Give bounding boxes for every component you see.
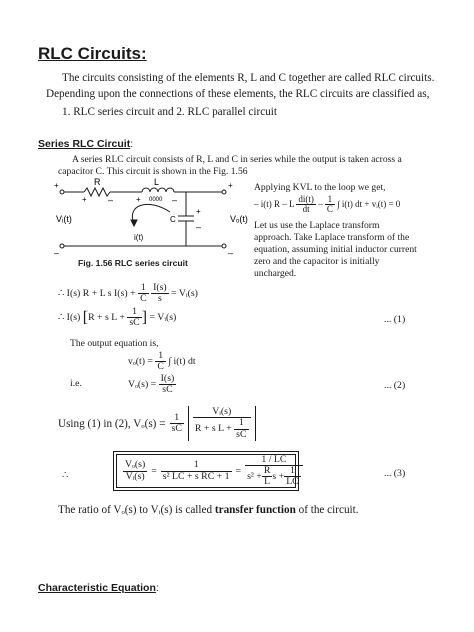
laplace-line-5: uncharged. bbox=[254, 268, 297, 279]
label-l: L bbox=[154, 177, 160, 187]
kvl-equation bbox=[254, 195, 400, 215]
eq2-inner: R + s L + bbox=[88, 312, 125, 324]
equation-2 bbox=[128, 374, 176, 396]
transfer-post: of the circuit. bbox=[298, 504, 359, 516]
therefore-symbol: ∴ bbox=[62, 470, 69, 481]
eq4-frac: $\frac{I(s)}{sC}$ bbox=[160, 373, 175, 396]
label-plus-r: + bbox=[82, 195, 87, 204]
label-minus-r: – bbox=[108, 195, 114, 205]
resistor-symbol bbox=[84, 188, 110, 196]
eq2-pre: ∴ I(s) bbox=[58, 312, 81, 324]
label-minus-right: – bbox=[228, 248, 234, 258]
eq6-mid-frac: $\frac{1}{\text{s² LC + s RC + 1}}$ bbox=[162, 459, 230, 482]
label-current: i(t) bbox=[134, 233, 144, 242]
eq2-frac: $\frac{1}{sC}$ bbox=[129, 306, 140, 329]
equation-laplace-kvl bbox=[58, 283, 198, 305]
eq5-pre: Using (1) in (2), Vₒ(s) = bbox=[58, 418, 166, 431]
eq1-post: = Vᵢ(s) bbox=[171, 288, 198, 300]
section-heading-series-text: Series RLC Circuit bbox=[38, 138, 131, 150]
equation-substitution bbox=[58, 406, 256, 441]
laplace-line-4: zero and the capacitor is initially bbox=[254, 256, 380, 267]
eq1-frac-s: $\frac{I(s)}{s}$ bbox=[153, 282, 167, 305]
label-plus-left: + bbox=[54, 181, 59, 190]
label-vo: Vₒ(t) bbox=[230, 214, 248, 224]
inductor-symbol bbox=[142, 188, 174, 192]
eq3-lhs: vₒ(t) = bbox=[128, 356, 153, 368]
eq6-rhs-frac: 1 / LC s² + $\frac{R}{L}$ s + $\frac{1}{LC}$ bbox=[245, 455, 303, 488]
transfer-pre: The ratio of Vₒ(s) to Vᵢ(s) is called bbox=[58, 504, 213, 516]
eq3-rhs: ∫ i(t) dt bbox=[168, 356, 196, 368]
kvl-intro: Applying KVL to the loop we get, bbox=[254, 182, 386, 193]
eq5-bracket bbox=[188, 406, 256, 441]
eq6-equals-1: = bbox=[151, 465, 157, 477]
transfer-bold: transfer function bbox=[214, 504, 296, 516]
label-r: R bbox=[94, 177, 101, 187]
intro-line-1: The circuits consisting of the elements R, L and C together are called RLC circuits. bbox=[62, 72, 435, 84]
kvl-eq-part-c: ∫ i(t) dt + vᵢ(t) = 0 bbox=[337, 199, 401, 209]
page-title: RLC Circuits: bbox=[38, 44, 147, 63]
eq5-big-frac: Vᵢ(s) R + s L + $\frac{1}{sC}$ bbox=[193, 407, 251, 440]
label-minus-left: – bbox=[54, 248, 60, 258]
output-equation-label: The output equation is, bbox=[70, 338, 159, 349]
equation-number-2: ... (2) bbox=[384, 380, 406, 391]
section-heading-characteristic-text: Characteristic Equation bbox=[38, 582, 156, 594]
label-c: C bbox=[170, 215, 176, 224]
eq1-pre: ∴ I(s) R + L s I(s) + bbox=[58, 288, 136, 300]
series-para-line-1: A series RLC circuit consists of R, L and C in series while the output is taken across a bbox=[72, 154, 402, 165]
section-heading-characteristic bbox=[38, 578, 159, 596]
eq2-post: = Vᵢ(s) bbox=[149, 312, 177, 324]
kvl-eq-part-b: – bbox=[318, 199, 323, 209]
series-para-line-2: capacitor C. This circuit is shown in the Fig. 1.56 bbox=[58, 166, 248, 177]
equation-ie-label: i.e. bbox=[70, 378, 82, 389]
equation-1: ∴ I(s) [R + s L + $\frac{1}{sC}$ ] = Vᵢ(s) bbox=[58, 306, 177, 329]
eq3-frac: $\frac{1}{C}$ bbox=[157, 350, 164, 373]
equation-number-3: ... (3) bbox=[384, 468, 406, 479]
label-minus-l: – bbox=[172, 195, 178, 205]
label-plus-l: + bbox=[136, 195, 141, 204]
label-plus-c: + bbox=[196, 207, 201, 216]
section-heading-series bbox=[38, 134, 133, 152]
eq4-lhs: Vₒ(s) = bbox=[128, 379, 157, 391]
figure-caption: Fig. 1.56 RLC series circuit bbox=[78, 258, 188, 268]
intro-line-2: Depending upon the connections of these elements, the RLC circuits are classified as, bbox=[46, 88, 430, 100]
rlc-circuit-diagram bbox=[54, 176, 254, 260]
laplace-paragraph bbox=[254, 220, 432, 280]
equation-output-time bbox=[128, 351, 196, 373]
laplace-line-1: Let us use the Laplace transform bbox=[254, 220, 380, 231]
label-coil: 0000 bbox=[149, 197, 163, 203]
label-plus-right: + bbox=[228, 181, 233, 190]
kvl-eq-part-a: – i(t) R – L bbox=[254, 199, 295, 209]
kvl-eq-frac-di: $\frac{di(t)}{dt}$ bbox=[298, 194, 314, 215]
laplace-line-3: equation, assuming initial inductor current bbox=[254, 244, 417, 255]
eq6-lhs-frac: $\frac{\text{Vₒ(s)}}{\text{Vᵢ(s)}}$ bbox=[125, 459, 146, 482]
section-heading-characteristic-colon: : bbox=[155, 582, 159, 594]
eq1-frac-c: $\frac{1}{C}$ bbox=[140, 282, 147, 305]
current-loop-arc bbox=[132, 204, 170, 224]
label-vi: Vᵢ(t) bbox=[56, 214, 72, 224]
transfer-function-sentence bbox=[58, 504, 359, 516]
intro-line-3: 1. RLC series circuit and 2. RLC parallel circuit bbox=[62, 106, 277, 118]
label-minus-c: – bbox=[196, 222, 202, 232]
eq6-equals-2: = bbox=[235, 465, 242, 477]
kvl-eq-frac-c: $\frac{1}{C}$ bbox=[326, 194, 333, 215]
eq5-frac-sc: $\frac{1}{sC}$ bbox=[171, 411, 182, 434]
section-heading-series-colon: : bbox=[130, 138, 134, 150]
equation-number-1: ... (1) bbox=[384, 314, 406, 325]
transfer-function-box bbox=[116, 453, 299, 488]
laplace-line-2: approach. Take Laplace transform of the bbox=[254, 232, 410, 243]
